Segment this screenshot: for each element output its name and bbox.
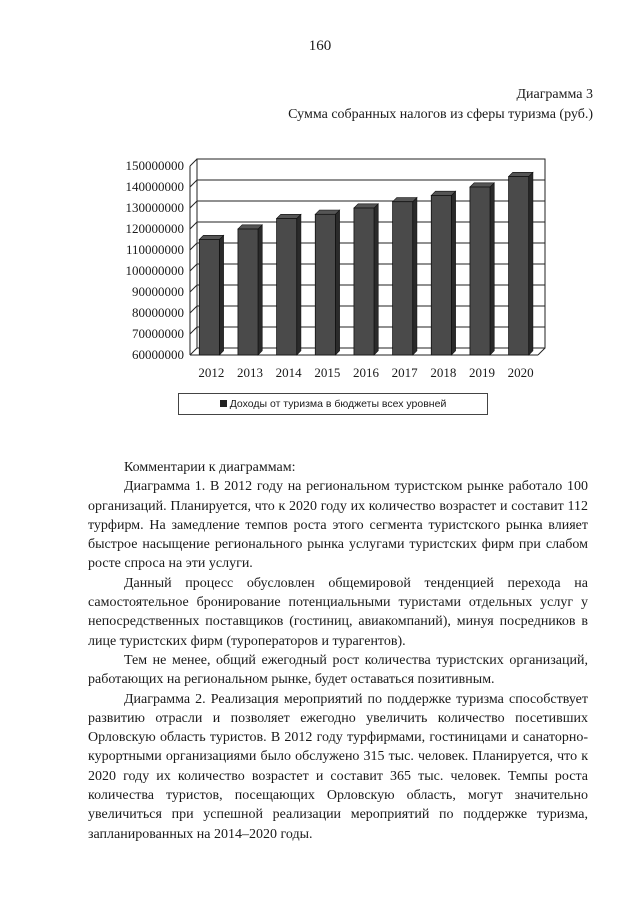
bar-side bbox=[374, 204, 378, 355]
x-tick-label: 2019 bbox=[469, 365, 495, 380]
bar-side bbox=[335, 210, 339, 355]
y-tick-label: 130000000 bbox=[125, 200, 184, 215]
floor-edge bbox=[538, 348, 545, 355]
bar bbox=[277, 219, 297, 356]
x-tick-label: 2020 bbox=[507, 365, 534, 380]
bar bbox=[509, 177, 529, 356]
bar-side bbox=[297, 214, 301, 355]
gridline-depth bbox=[190, 243, 197, 250]
x-tick-label: 2015 bbox=[314, 365, 341, 380]
y-tick-label: 90000000 bbox=[132, 284, 184, 299]
bar-side bbox=[451, 191, 455, 355]
gridline-depth bbox=[190, 159, 197, 166]
chart-legend bbox=[178, 393, 488, 415]
bar-top bbox=[199, 235, 223, 239]
bar-top bbox=[238, 225, 262, 229]
bar bbox=[199, 240, 219, 356]
bar-top bbox=[393, 198, 417, 202]
comments-heading: Комментарии к диаграммам: bbox=[124, 460, 296, 475]
bar bbox=[393, 202, 413, 355]
bar bbox=[354, 208, 374, 355]
bar bbox=[470, 187, 490, 355]
x-tick-label: 2012 bbox=[198, 365, 225, 380]
y-tick-label: 80000000 bbox=[132, 305, 184, 320]
bar-top bbox=[509, 172, 533, 176]
y-tick-label: 120000000 bbox=[125, 221, 184, 236]
comment-paragraph: Диаграмма 2. Реализация мероприятий по поддержке туризма способствует развитию отрасли и позволяет ежегодно увеличить количество посетивших Орловскую область туристов. В 2012 году турфирмами, гостиницами и санаторно-курортными организациями было обслужено 315 тыс. человек. Планируется, что к 2020 году их количество возрастет и составит 365 тыс. человек. Темпы роста количества туристов, посещающих Орловскую область, могут значительно увеличиться при успешной реализации мероприятий по поддержке туризма, запланированных на 2014–2020 годы. bbox=[88, 691, 588, 842]
bar bbox=[315, 214, 335, 355]
page-number: 160 bbox=[308, 38, 332, 54]
x-tick-label: 2018 bbox=[430, 365, 457, 380]
bar-side bbox=[490, 183, 494, 355]
bar-side bbox=[258, 225, 262, 355]
bar-top bbox=[470, 183, 494, 187]
bar-top bbox=[431, 191, 455, 195]
bar-side bbox=[413, 198, 417, 356]
comments-text bbox=[88, 458, 588, 844]
gridline-depth bbox=[190, 327, 197, 334]
y-tick-label: 100000000 bbox=[125, 263, 184, 278]
bar bbox=[431, 195, 451, 355]
bar-top bbox=[315, 210, 339, 214]
y-tick-label: 110000000 bbox=[125, 242, 184, 257]
y-tick-label: 150000000 bbox=[125, 158, 184, 173]
bar bbox=[238, 229, 258, 355]
diagram-title: Сумма собранных налогов из сферы туризма (руб.) bbox=[288, 107, 593, 122]
x-tick-label: 2014 bbox=[275, 365, 302, 380]
bar-side bbox=[529, 172, 533, 355]
y-tick-label: 140000000 bbox=[125, 179, 184, 194]
gridline-depth bbox=[190, 264, 197, 271]
x-tick-label: 2017 bbox=[391, 365, 418, 380]
gridline-depth bbox=[190, 306, 197, 313]
gridline-depth bbox=[190, 285, 197, 292]
x-tick-label: 2016 bbox=[353, 365, 379, 380]
gridline-depth bbox=[190, 348, 197, 355]
gridline-depth bbox=[190, 222, 197, 229]
gridline-depth bbox=[190, 180, 197, 187]
bar-top bbox=[354, 204, 378, 208]
comment-paragraph: Данный процесс обусловлен общемировой тенденцией перехода на самостоятельное бронирование потенциальными туристами отдельных услуг у непосредственных поставщиков (гостиниц, авиакомпаний), минуя посредников в лице туристских фирм (туроператоров и турагентов). bbox=[88, 575, 588, 649]
diagram-label: Диаграмма 3 bbox=[516, 87, 593, 102]
legend-label: Доходы от туризма в бюджеты всех уровней bbox=[229, 398, 447, 410]
bar-side bbox=[219, 235, 223, 355]
comment-paragraph: Тем не менее, общий ежегодный рост количества туристских организаций, работающих на региональном рынке, будет оставаться позитивным. bbox=[88, 652, 588, 688]
gridline-depth bbox=[190, 201, 197, 208]
y-tick-label: 60000000 bbox=[132, 347, 184, 362]
bar-chart bbox=[0, 0, 640, 390]
x-tick-label: 2013 bbox=[237, 365, 263, 380]
y-tick-label: 70000000 bbox=[132, 326, 184, 341]
comment-paragraph: Диаграмма 1. В 2012 году на региональном туристском рынке работало 100 организаций. Планируется, что к 2020 году их количество возрастет и составит 112 турфирм. На замедление темпов роста этого сегмента туристского рынка влияет быстрое насыщение регионального рынка услугами туристских фирм при слабом росте спроса на эти услуги. bbox=[88, 479, 588, 572]
bar-top bbox=[277, 214, 301, 218]
legend-swatch bbox=[220, 400, 227, 407]
